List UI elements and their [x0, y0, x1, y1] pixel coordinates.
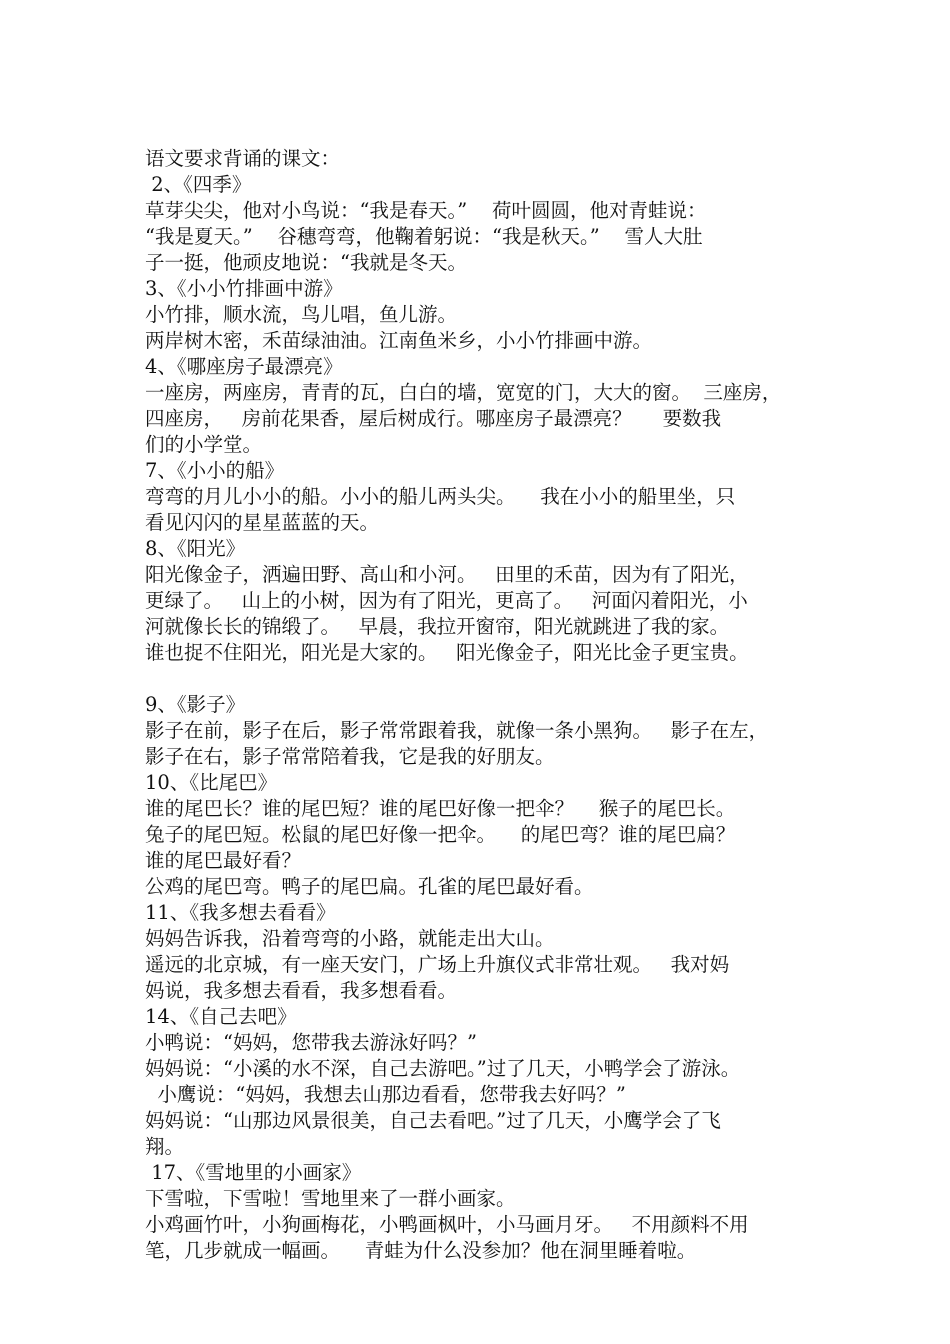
- lesson-text-line: 草芽尖尖，他对小鸟说：“我是春天。” 荷叶圆圆，他对青蛙说：: [145, 199, 707, 222]
- lesson-title: 2、《四季》: [145, 173, 252, 196]
- lesson-text-line: 妈说，我多想去看看，我多想看看。: [145, 979, 458, 1002]
- lesson-text-line: 谁也捉不住阳光，阳光是大家的。 阳光像金子，阳光比金子更宝贵。: [145, 641, 749, 664]
- lesson-title: 9、《影子》: [145, 693, 246, 716]
- lesson-text-line: 两岸树木密，禾苗绿油油。江南鱼米乡，小小竹排画中游。: [145, 329, 653, 352]
- lesson-text-line: 妈妈告诉我，沿着弯弯的小路，就能走出大山。: [145, 927, 555, 950]
- lesson-title: 17、《雪地里的小画家》: [145, 1161, 362, 1184]
- lesson-title: 4、《哪座房子最漂亮》: [145, 355, 343, 378]
- lesson-title: 10、《比尾巴》: [145, 771, 278, 794]
- lesson-text-line: 小鹰说：“妈妈，我想去山那边看看，您带我去好吗？”: [145, 1083, 626, 1106]
- lesson-text-line: “我是夏天。” 谷穗弯弯，他鞠着躬说：“我是秋天。” 雪人大肚: [145, 225, 703, 248]
- lesson-text-line: 子一挺，他顽皮地说：“我就是冬天。: [145, 251, 467, 274]
- lesson-text-line: 河就像长长的锦缎了。 早晨，我拉开窗帘，阳光就跳进了我的家。: [145, 615, 730, 638]
- lesson-text-line: 更绿了。 山上的小树，因为有了阳光，更高了。 河面闪着阳光，小: [145, 589, 748, 612]
- lesson-text-line: 下雪啦，下雪啦！雪地里来了一群小画家。: [145, 1187, 516, 1210]
- lesson-title: 3、《小小竹排画中游》: [145, 277, 343, 300]
- lesson-text-line: 妈妈说：“山那边风景很美，自己去看吧。”过了几天，小鹰学会了飞: [145, 1109, 721, 1132]
- lesson-text-line: 一座房，两座房，青青的瓦，白白的墙，宽宽的门，大大的窗。 三座房，: [145, 381, 782, 404]
- document-body: [145, 146, 835, 1264]
- lesson-title: 7、《小小的船》: [145, 459, 285, 482]
- lesson-text-line: 影子在右，影子常常陪着我，它是我的好朋友。: [145, 745, 555, 768]
- lesson-text-line: 弯弯的月儿小小的船。小小的船儿两头尖。 我在小小的船里坐，只: [145, 485, 736, 508]
- lesson-text-line: 小竹排，顺水流，鸟儿唱，鱼儿游。: [145, 303, 458, 326]
- lesson-text-line: 兔子的尾巴短。松鼠的尾巴好像一把伞。 的尾巴弯？谁的尾巴扁？: [145, 823, 736, 846]
- lesson-text-line: 笔，几步就成一幅画。 青蛙为什么没参加？他在洞里睡着啦。: [145, 1239, 697, 1262]
- lesson-title: 8、《阳光》: [145, 537, 246, 560]
- lesson-text-line: 谁的尾巴最好看？: [145, 849, 302, 872]
- lesson-text-line: 翔。: [145, 1135, 185, 1158]
- lesson-text-line: 们的小学堂。: [145, 433, 263, 456]
- lesson-title: 11、《我多想去看看》: [145, 901, 336, 924]
- lesson-text-line: 谁的尾巴长？谁的尾巴短？谁的尾巴好像一把伞？ 猴子的尾巴长。: [145, 797, 736, 820]
- lesson-text-line: 四座房， 房前花果香，屋后树成行。哪座房子最漂亮？ 要数我: [145, 407, 722, 430]
- lesson-text-line: 阳光像金子，洒遍田野、高山和小河。 田里的禾苗，因为有了阳光，: [145, 563, 749, 586]
- lesson-title: 14、《自己去吧》: [145, 1005, 297, 1028]
- lesson-text-line: 公鸡的尾巴弯。鸭子的尾巴扁。孔雀的尾巴最好看。: [145, 875, 594, 898]
- lesson-text-line: 小鸭说：“妈妈，您带我去游泳好吗？”: [145, 1031, 477, 1054]
- blank-line: [145, 666, 835, 692]
- lesson-text-line: 遥远的北京城，有一座天安门，广场上升旗仪式非常壮观。 我对妈: [145, 953, 730, 976]
- lesson-text-line: 妈妈说：“小溪的水不深，自己去游吧。”过了几天，小鸭学会了游泳。: [145, 1057, 741, 1080]
- intro-heading: 语文要求背诵的课文：: [145, 147, 341, 170]
- lesson-text-line: 小鸡画竹叶，小狗画梅花，小鸭画枫叶，小马画月牙。 不用颜料不用: [145, 1213, 749, 1236]
- lesson-text-line: 影子在前，影子在后，影子常常跟着我，就像一条小黑狗。 影子在左，: [145, 719, 769, 742]
- lesson-text-line: 看见闪闪的星星蓝蓝的天。: [145, 511, 380, 534]
